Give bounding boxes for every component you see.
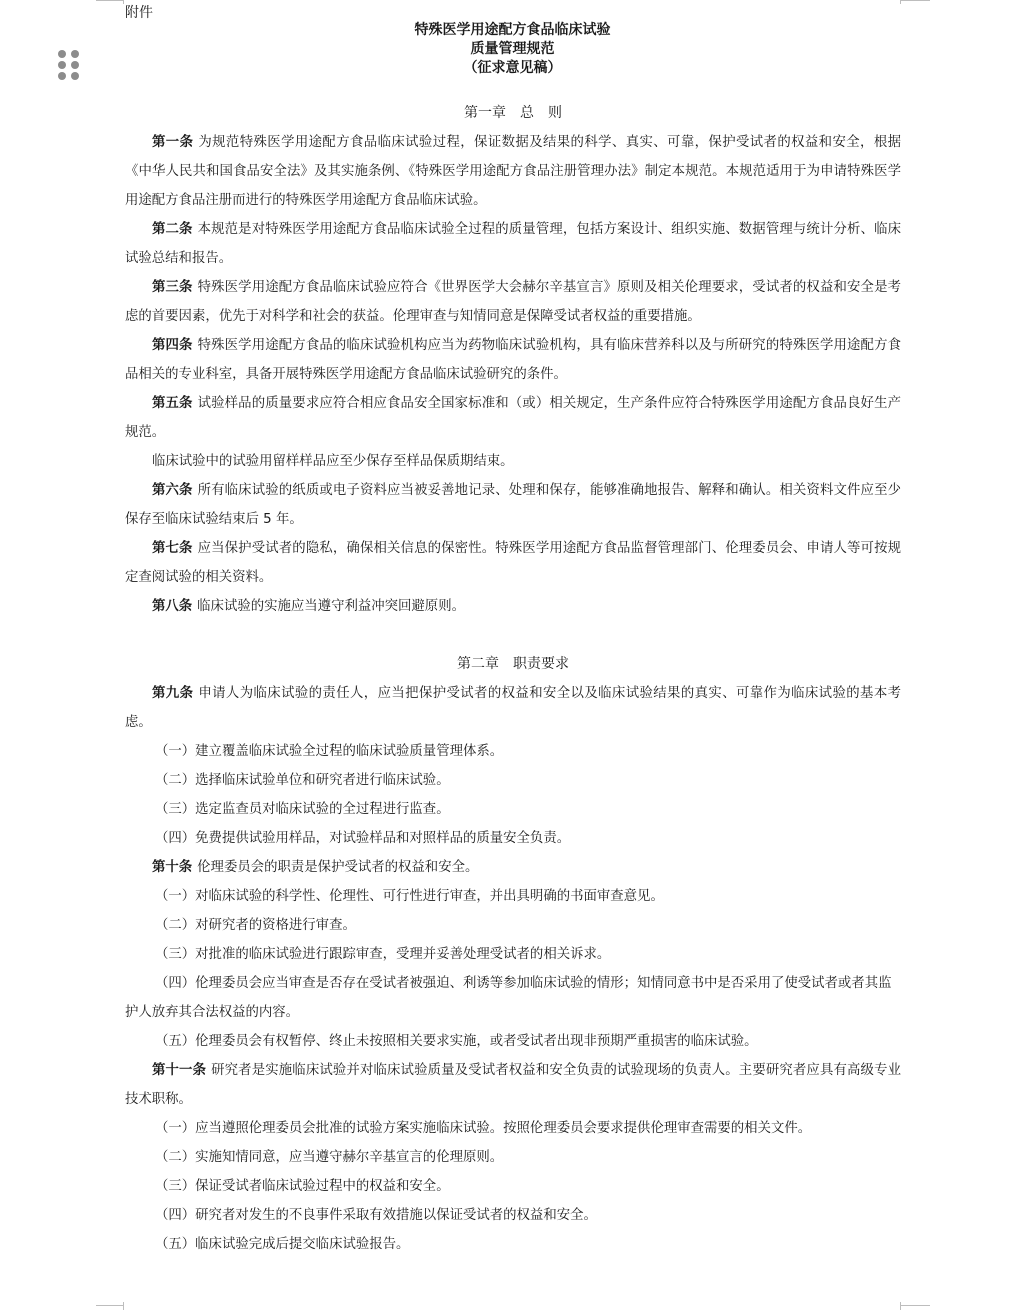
drag-dot bbox=[71, 50, 79, 58]
document-title bbox=[125, 21, 900, 78]
article-text: 特殊医学用途配方食品临床试验应符合《世界医学大会赫尔辛基宣言》原则及相关伦理要求，受试者的权益和安全是考虑的首要因素，优先于对科学和社会的获益。伦理审查与知情同意是保障受试者权益的重要措施。 bbox=[125, 280, 902, 324]
article-11-item: （三）保证受试者临床试验过程中的权益和安全。 bbox=[155, 1179, 450, 1194]
crop-mark bbox=[900, 1305, 930, 1306]
article-label: 第一条 bbox=[152, 135, 194, 150]
article-11-item: （一）应当遵照伦理委员会批准的试验方案实施临床试验。按照伦理委员会要求提供伦理审查需要的相关文件。 bbox=[155, 1121, 812, 1136]
article-text: 所有临床试验的纸质或电子资料应当被妥善地记录、处理和保存，能够准确地报告、解释和确认。相关资料文件应至少保存至临床试验结束后 5 年。 bbox=[125, 483, 902, 527]
title-line-1: 特殊医学用途配方食品临床试验 bbox=[414, 22, 611, 38]
article-text: 应当保护受试者的隐私，确保相关信息的保密性。特殊医学用途配方食品监督管理部门、伦理委员会、申请人等可按规定查阅试验的相关资料。 bbox=[125, 541, 902, 585]
article-text: 试验样品的质量要求应符合相应食品安全国家标准和（或）相关规定，生产条件应符合特殊医学用途配方食品良好生产规范。 bbox=[125, 396, 902, 440]
article-9: 第九条 申请人为临床试验的责任人，应当把保护受试者的权益和安全以及临床试验结果的真实、可靠作为临床试验的基本考虑。 bbox=[125, 686, 902, 730]
article-paragraph bbox=[125, 331, 901, 389]
article-10-item: （一）对临床试验的科学性、伦理性、可行性进行审查，并出具明确的书面审查意见。 bbox=[155, 889, 664, 904]
article-10-item: （三）对批准的临床试验进行跟踪审查，受理并妥善处理受试者的相关诉求。 bbox=[155, 947, 611, 962]
article-label: 第五条 bbox=[152, 396, 193, 411]
crop-mark bbox=[123, 1302, 124, 1310]
article-11-item: （五）临床试验完成后提交临床试验报告。 bbox=[155, 1237, 410, 1252]
article-label: 第六条 bbox=[152, 483, 193, 498]
drag-dot bbox=[58, 61, 66, 69]
article-paragraph bbox=[125, 592, 901, 621]
article-9-item: （三）选定监查员对临床试验的全过程进行监查。 bbox=[155, 802, 450, 817]
article-paragraph bbox=[125, 534, 901, 592]
crop-mark bbox=[123, 0, 124, 4]
article-paragraph bbox=[125, 447, 901, 476]
article-9-item: （二）选择临床试验单位和研究者进行临床试验。 bbox=[155, 773, 450, 788]
article-9-item: （四）免费提供试验用样品，对试验样品和对照样品的质量安全负责。 bbox=[155, 831, 571, 846]
article-11-item: （四）研究者对发生的不良事件采取有效措施以保证受试者的权益和安全。 bbox=[155, 1208, 597, 1223]
article-10-item: （二）对研究者的资格进行审查。 bbox=[155, 918, 356, 933]
crop-mark bbox=[96, 0, 124, 1]
drag-handle-icon[interactable] bbox=[58, 50, 80, 82]
chapter-1-heading: 第一章 总 则 bbox=[464, 105, 562, 121]
article-text: 为规范特殊医学用途配方食品临床试验过程，保证数据及结果的科学、真实、可靠，保护受试者的权益和安全，根据《中华人民共和国食品安全法》及其实施条例、《特殊医学用途配方食品注册管理办法》制定本规范。本规范适用于为申请特殊医学用途配方食品注册而进行的特殊医学用途配方食品临床试验。 bbox=[125, 135, 902, 208]
article-paragraph bbox=[125, 476, 901, 534]
chapter-1-articles bbox=[125, 128, 901, 621]
article-label: 第三条 bbox=[152, 280, 193, 295]
article-paragraph bbox=[125, 128, 901, 215]
drag-dot bbox=[58, 50, 66, 58]
article-label: 第八条 bbox=[152, 599, 193, 614]
title-line-2: 质量管理规范 bbox=[470, 41, 555, 57]
article-paragraph bbox=[125, 389, 901, 447]
attachment-label: 附件 bbox=[125, 5, 153, 21]
crop-mark bbox=[900, 0, 930, 1]
drag-dot bbox=[71, 72, 79, 80]
article-9-item: （一）建立覆盖临床试验全过程的临床试验质量管理体系。 bbox=[155, 744, 504, 759]
article-text: 特殊医学用途配方食品的临床试验机构应当为药物临床试验机构，具有临床营养科以及与所研究的特殊医学用途配方食品相关的专业科室，具备开展特殊医学用途配方食品临床试验研究的条件。 bbox=[125, 338, 902, 382]
article-label: 第二条 bbox=[152, 222, 193, 237]
article-paragraph bbox=[125, 215, 901, 273]
crop-mark bbox=[96, 1305, 124, 1306]
article-text: 本规范是对特殊医学用途配方食品临床试验全过程的质量管理，包括方案设计、组织实施、数据管理与统计分析、临床试验总结和报告。 bbox=[125, 222, 902, 266]
article-text: 临床试验的实施应当遵守利益冲突回避原则。 bbox=[197, 599, 465, 614]
article-10-item: （四）伦理委员会应当审查是否存在受试者被强迫、利诱等参加临床试验的情形；知情同意书中是否采用了使受试者或者其监护人放弃其合法权益的内容。 bbox=[125, 976, 892, 1020]
document-body bbox=[125, 99, 901, 1259]
drag-dot bbox=[58, 72, 66, 80]
crop-mark bbox=[900, 1302, 901, 1310]
article-text: 临床试验中的试验用留样样品应至少保存至样品保质期结束。 bbox=[152, 454, 514, 469]
article-label: 第四条 bbox=[152, 338, 193, 353]
article-11: 第十一条 研究者是实施临床试验并对临床试验质量及受试者权益和安全负责的试验现场的负责人。主要研究者应具有高级专业技术职称。 bbox=[125, 1063, 902, 1107]
crop-mark bbox=[900, 0, 901, 4]
article-paragraph bbox=[125, 273, 901, 331]
section-gap bbox=[125, 621, 901, 650]
drag-dot bbox=[71, 61, 79, 69]
chapter-2-heading: 第二章 职责要求 bbox=[457, 656, 569, 672]
article-11-item: （二）实施知情同意，应当遵守赫尔辛基宣言的伦理原则。 bbox=[155, 1150, 504, 1165]
article-label: 第七条 bbox=[152, 541, 193, 556]
title-line-3: （征求意见稿） bbox=[463, 60, 562, 76]
article-10: 第十条 伦理委员会的职责是保护受试者的权益和安全。 bbox=[152, 860, 479, 875]
article-10-item: （五）伦理委员会有权暂停、终止未按照相关要求实施，或者受试者出现非预期严重损害的临床试验。 bbox=[155, 1034, 758, 1049]
